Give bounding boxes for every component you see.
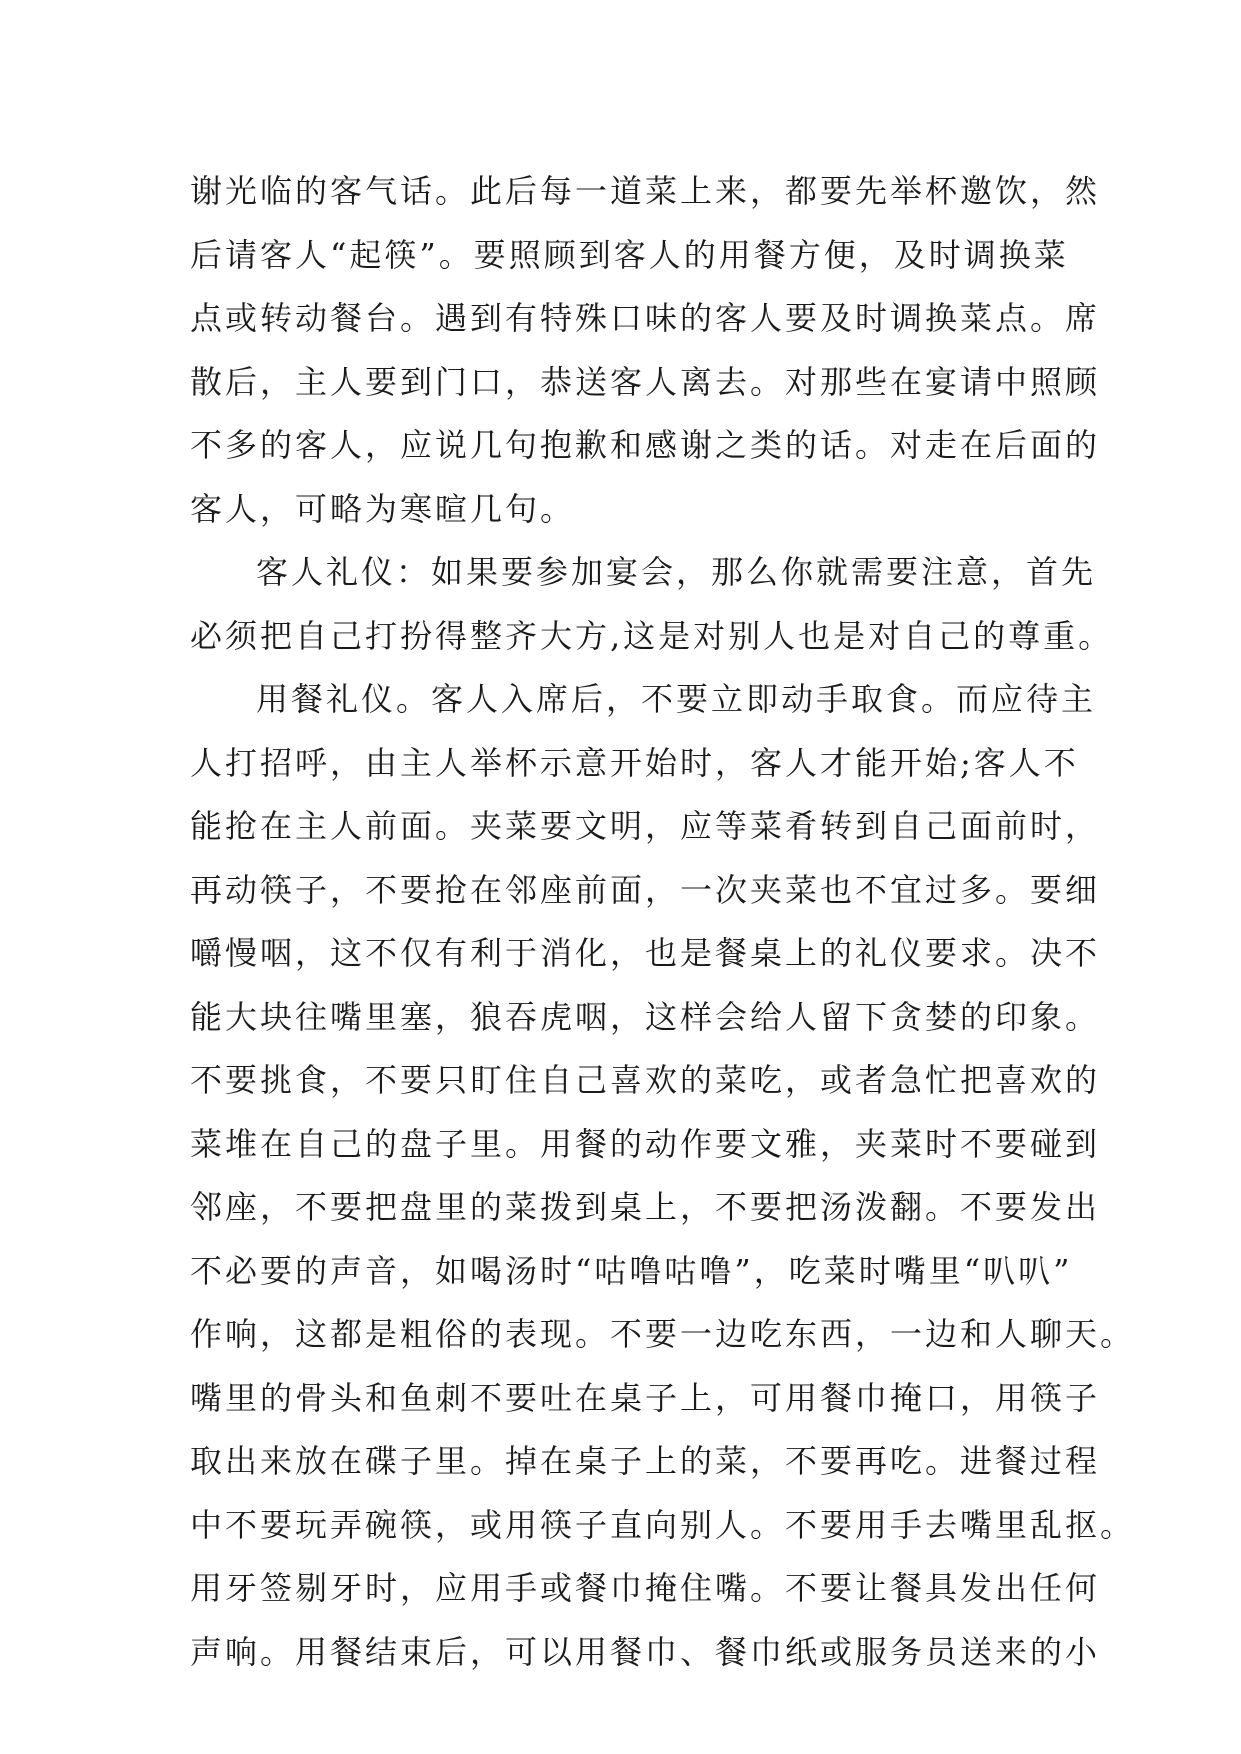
text-line: 取出来放在碟子里。掉在桌子上的菜，不要再吃。进餐过程 — [190, 1442, 1101, 1480]
paragraph-first-line: 用餐礼仪。客人入席后，不要立即动手取食。而应待主 — [256, 680, 1097, 718]
text-line: 点或转动餐台。遇到有特殊口味的客人要及时调换菜点。席 — [190, 299, 1101, 337]
text-line: 客人，可略为寒暄几句。 — [190, 489, 576, 528]
text-line: 能抢在主人前面。夹菜要文明，应等菜肴转到自己面前时， — [190, 807, 1101, 845]
text-line: 邻座，不要把盘里的菜拨到桌上，不要把汤泼翻。不要发出 — [190, 1188, 1101, 1226]
text-line: 菜堆在自己的盘子里。用餐的动作要文雅，夹菜时不要碰到 — [190, 1124, 1101, 1163]
text-line: 后请客人“起筷”。要照顾到客人的用餐方便，及时调换菜 — [190, 235, 1069, 274]
text-line: 不必要的声音，如喝汤时“咕噜咕噜”，吃菜时嘴里“叭叭” — [190, 1251, 1073, 1290]
text-line: 再动筷子，不要抢在邻座前面，一次夹菜也不宜过多。要细 — [190, 870, 1101, 909]
text-line: 中不要玩弄碗筷，或用筷子直向别人。不要用手去嘴里乱抠。 — [190, 1505, 1136, 1544]
text-line: 声响。用餐结束后，可以用餐巾、餐巾纸或服务员送来的小 — [190, 1632, 1101, 1671]
text-line: 嚼慢咽，这不仅有利于消化，也是餐桌上的礼仪要求。决不 — [190, 934, 1101, 972]
text-line: 散后，主人要到门口，恭送客人离去。对那些在宴请中照顾 — [190, 362, 1101, 401]
text-line: 嘴里的骨头和鱼刺不要吐在桌子上，可用餐巾掩口，用筷子 — [190, 1378, 1101, 1417]
text-line: 不要挑食，不要只盯住自己喜欢的菜吃，或者急忙把喜欢的 — [190, 1061, 1101, 1099]
text-line: 人打招呼，由主人举杯示意开始时，客人才能开始;客人不 — [190, 743, 1079, 782]
text-line: 用牙签剔牙时，应用手或餐巾掩住嘴。不要让餐具发出任何 — [190, 1569, 1101, 1607]
paragraph-first-line: 客人礼仪：如果要参加宴会，那么你就需要注意，首先 — [256, 553, 1097, 591]
text-line: 作响，这都是粗俗的表现。不要一边吃东西，一边和人聊天。 — [190, 1315, 1136, 1353]
text-line: 谢光临的客气话。此后每一道菜上来，都要先举杯邀饮，然 — [190, 172, 1101, 210]
text-line: 能大块往嘴里塞，狼吞虎咽，这样会给人留下贪婪的印象。 — [190, 997, 1101, 1036]
body-text — [190, 160, 1136, 1684]
text-line: 不多的客人，应说几句抱歉和感谢之类的话。对走在后面的 — [190, 426, 1101, 464]
text-line: 必须把自己打扮得整齐大方,这是对别人也是对自己的尊重。 — [190, 616, 1114, 655]
